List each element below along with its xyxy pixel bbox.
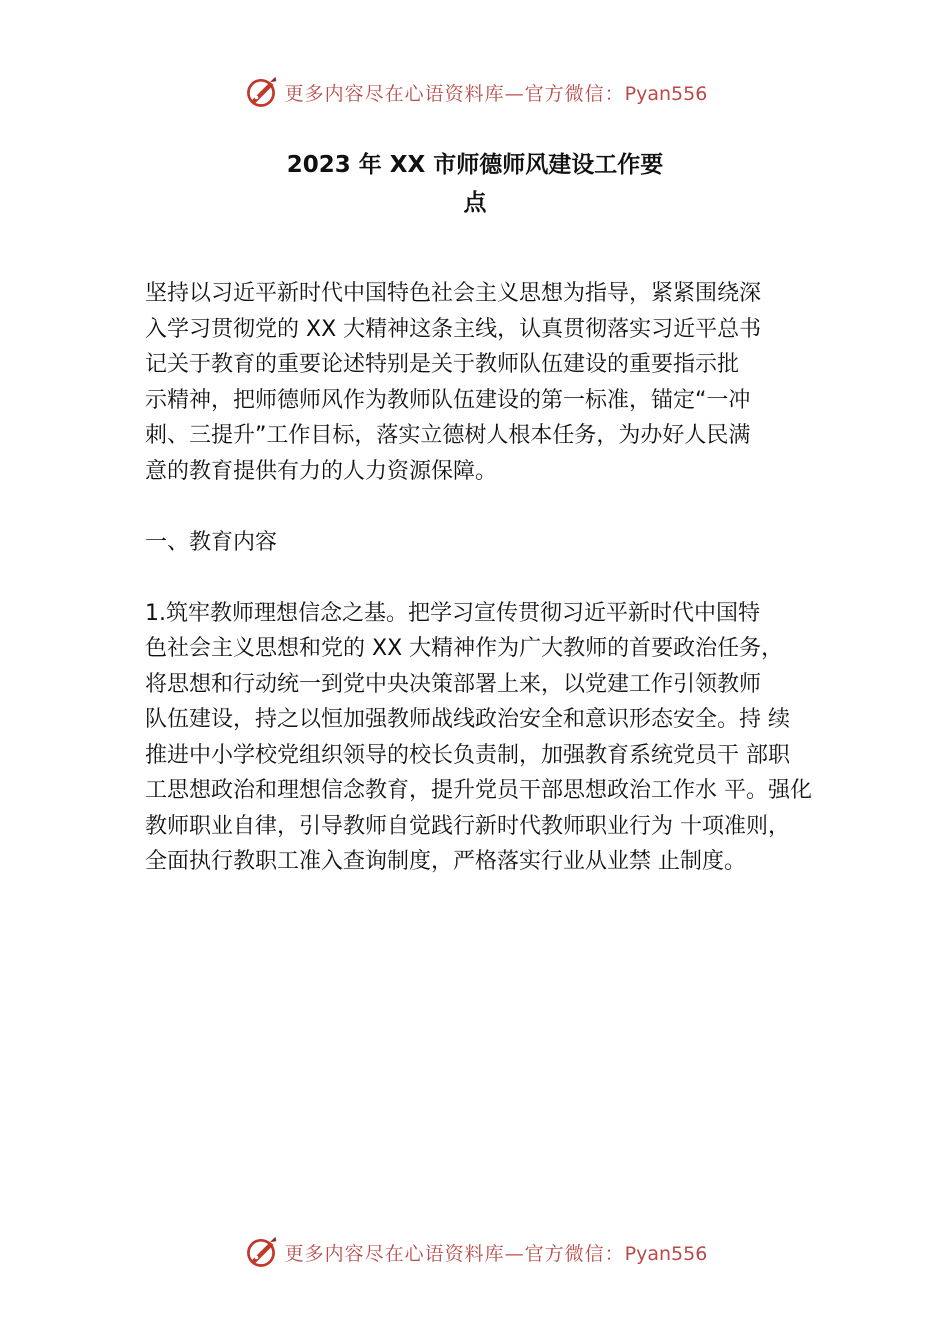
item-1-paragraph [145,596,835,880]
text-line: 刺、三提升”工作目标，落实立德树人根本任务，为办好人民满 [145,423,751,448]
paragraph-gap [145,489,835,525]
wechat-id: Pyan556 [624,1242,708,1265]
title-line-1: 2023 年 XX 市师德师风建设工作要 [286,152,664,178]
text-line: 工思想政治和理想信念教育，提升党员干部思想政治工作水 平。强化 [145,778,812,803]
pen-nib-circle-logo-icon [243,1234,279,1270]
intro-paragraph [145,276,835,489]
text-line: 示精神，把师德师风作为教师队伍建设的第一标准，锚定“一冲 [145,387,751,413]
wechat-id: Pyan556 [624,82,708,105]
text-line: 队伍建设，持之以恒加强教师战线政治安全和意识形态安全。持 续 [145,707,790,732]
text-line: 1.筑牢教师理想信念之基。把学习宣传贯彻习近平新时代中国特 [145,600,760,626]
header-watermark [0,70,950,114]
document-title [0,146,950,222]
watermark-text: 更多内容尽在心语资料库—官方微信：Pyan556 [284,1242,708,1265]
paragraph-gap [145,560,835,596]
text-line: 色社会主义思想和党的 XX 大精神作为广大教师的首要政治任务， [145,636,784,661]
watermark-text: 更多内容尽在心语资料库—官方微信：Pyan556 [284,82,708,105]
section-heading: 一、教育内容 [145,529,278,555]
document-body [145,276,835,880]
text-line: 入学习贯彻党的 XX 大精神这条主线，认真贯彻落实习近平总书 [145,316,762,342]
text-line: 将思想和行动统一到党中央决策部署上来，以党建工作引领教师 [145,671,762,697]
pen-nib-circle-logo-icon [243,74,279,110]
text-line: 坚持以习近平新时代中国特色社会主义思想为指导，紧紧围绕深 [145,281,762,306]
text-line: 推进中小学校党组织领导的校长负责制，加强教育系统党员干 部职 [145,742,790,768]
title-line-2: 点 [463,190,487,216]
text-line: 记关于教育的重要论述特别是关于教师队伍建设的重要指示批 [145,352,740,377]
text-line: 全面执行教职工准入查询制度，严格落实行业从业禁 止制度。 [145,849,746,874]
text-line: 教师职业自律，引导教师自觉践行新时代教师职业行为 十项准则， [145,813,790,839]
footer-watermark [0,1230,950,1274]
text-line: 意的教育提供有力的人力资源保障。 [145,458,498,484]
